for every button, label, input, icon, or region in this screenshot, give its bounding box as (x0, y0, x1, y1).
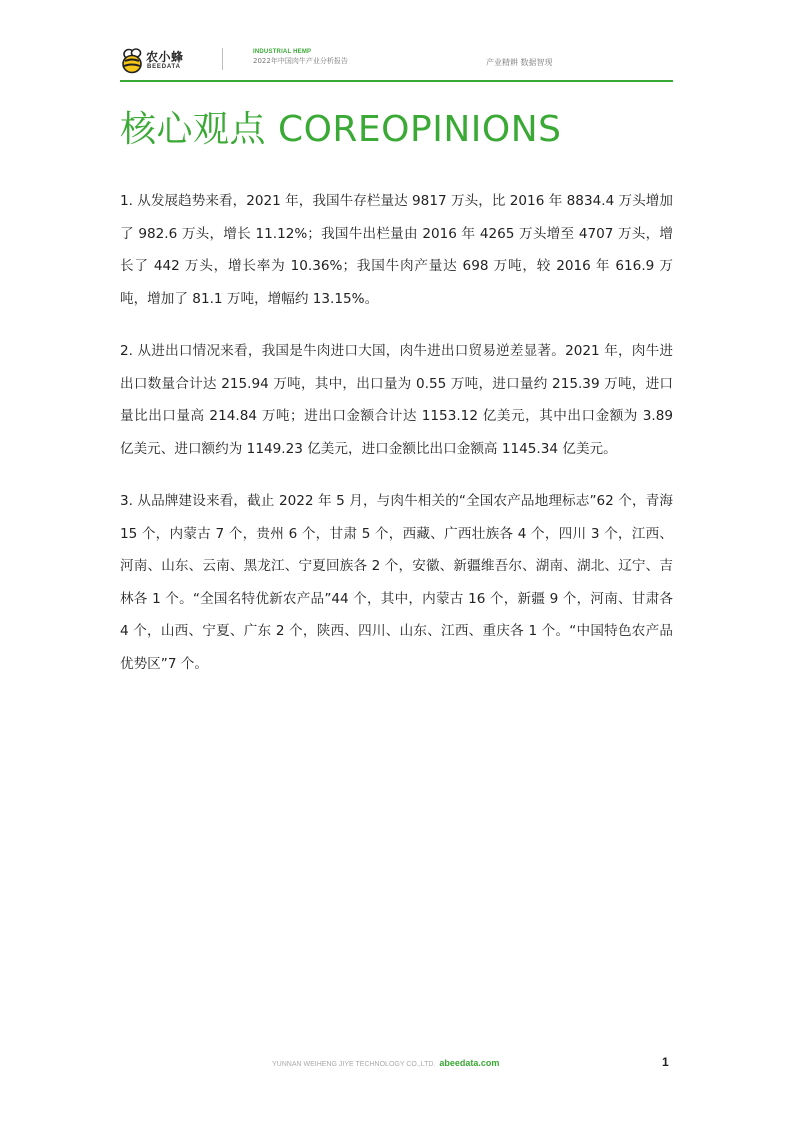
paragraph-brand: 3. 从品牌建设来看，截止 2022 年 5 月，与肉牛相关的“全国农产品地理标志”62 个，青海 15 个，内蒙古 7 个，贵州 6 个，甘肃 5 个，西藏、广西壮族各 4 个，四川 3 个，江西、河南、山东、云南、黑龙江、宁夏回族各 2 个，安徽、新疆维吾尔、湖南、湖北、辽宁、吉林各 1 个。“全国名特优新农产品”44 个，其中，内蒙古 16 个，新疆 9 个，河南、甘肃各 4 个，山西、宁夏、广东 2 个，陕西、四川、山东、江西、重庆各 1 个。“中国特色农产品优势区”7 个。 (120, 493, 673, 672)
footer-company: YUNNAN WEIHENG JIYE TECHNOLOGY CO.,LTD. (272, 1061, 436, 1068)
paragraph-trend: 1. 从发展趋势来看，2021 年，我国牛存栏量达 9817 万头，比 2016 年 8834.4 万头增加了 982.6 万头，增长 11.12%；我国牛出栏量由 2016 年 4265 万头增至 4707 万头，增长了 442 万头，增长率为 10.36%；我国牛肉产量达 698 万吨，较 2016 年 616.9 万吨，增加了 81.1 万吨，增幅约 13.15%。 (120, 193, 673, 307)
report-english-title: INDUSTRIAL HEMP (253, 49, 312, 55)
logo-english-name: BEEDATA (147, 64, 181, 70)
header-divider (222, 48, 223, 70)
footer-website-link[interactable]: abeedata.com (439, 1058, 500, 1068)
page-footer (272, 1058, 499, 1068)
header-rule (120, 80, 673, 82)
page-header (120, 44, 673, 80)
paragraph-trade: 2. 从进出口情况来看，我国是牛肉进口大国，肉牛进出口贸易逆差显著。2021 年，肉牛进出口数量合计达 215.94 万吨，其中，出口量为 0.55 万吨，进口量约 215.39 万吨，进口量比出口量高 214.84 万吨；进出口金额合计达 1153.12 亿美元，其中出口金额为 3.89 亿美元、进口额约为 1149.23 亿美元，进口金额比出口金额高 1145.34 亿美元。 (120, 343, 673, 457)
report-chinese-title: 2022年中国肉牛产业分析报告 (253, 57, 348, 65)
bee-logo-icon (120, 48, 144, 74)
logo-chinese-name: 农小蜂 (146, 50, 184, 64)
header-slogan: 产业精耕 数据智现 (486, 58, 553, 67)
page-number: 1 (662, 1055, 669, 1069)
report-label (253, 48, 348, 66)
page-title: 核心观点 COREOPINIONS (120, 109, 562, 150)
brand-logo (120, 46, 230, 76)
main-content (120, 185, 673, 700)
